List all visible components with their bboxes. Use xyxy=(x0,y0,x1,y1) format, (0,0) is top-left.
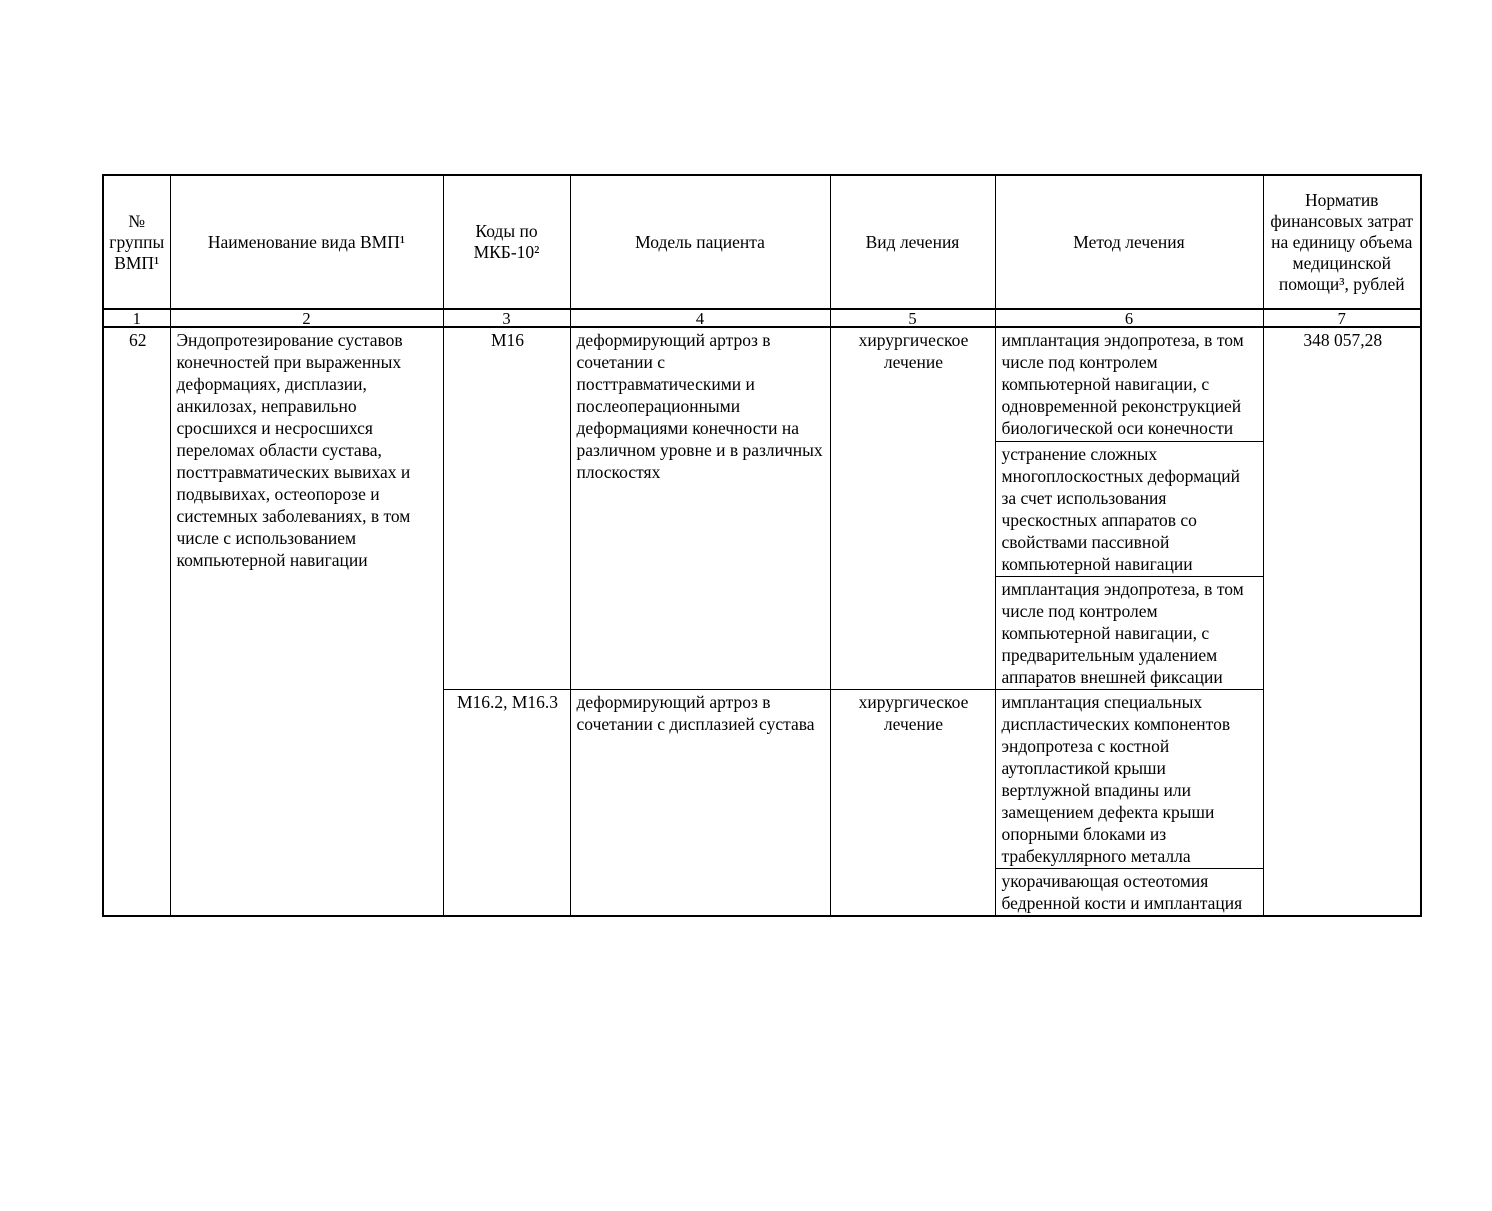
cell-patient-model-1: деформирующий артроз в сочетании с посттравматическими и послеоперационными деформациями конечности на различном уровне и в различных плоскостях xyxy=(570,327,830,689)
cell-icd-codes-2: М16.2, М16.3 xyxy=(443,689,570,916)
column-number-6: 6 xyxy=(995,309,1263,327)
cell-tariff: 348 057,28 xyxy=(1263,327,1421,916)
header-group-number: № группы ВМП¹ xyxy=(103,175,170,309)
cell-vmp-name: Эндопротезирование суставов конечностей при выраженных деформациях, дисплазии, анкилозах, неправильно сросшихся и несросшихся переломах области сустава, посттравматических вывихах и подвывихах, остеопорозе и системных заболеваниях, в том числе с использованием компьютерной навигации xyxy=(170,327,443,916)
header-patient-model: Модель пациента xyxy=(570,175,830,309)
column-number-4: 4 xyxy=(570,309,830,327)
cell-group-number: 62 xyxy=(103,327,170,916)
cell-method-1: имплантация эндопротеза, в том числе под контролем компьютерной навигации, с одновременной реконструкцией биологической оси конечности xyxy=(995,327,1263,441)
table-row xyxy=(103,327,1421,441)
cell-method-2: устранение сложных многоплоскостных деформаций за счет использования чрескостных аппаратов со свойствами пассивной компьютерной навигации xyxy=(995,441,1263,576)
column-number-2: 2 xyxy=(170,309,443,327)
cell-method-5: укорачивающая остеотомия бедренной кости и имплантация xyxy=(995,868,1263,916)
header-treatment-method: Метод лечения xyxy=(995,175,1263,309)
cell-method-4: имплантация специальных диспластических компонентов эндопротеза с костной аутопластикой крыши вертлужной впадины или замещением дефекта крыши опорными блоками из трабекуллярного металла xyxy=(995,689,1263,868)
table-header-row xyxy=(103,175,1421,309)
header-icd-codes: Коды по МКБ-10² xyxy=(443,175,570,309)
header-vmp-name: Наименование вида ВМП¹ xyxy=(170,175,443,309)
cell-method-3: имплантация эндопротеза, в том числе под контролем компьютерной навигации, с предварительным удалением аппаратов внешней фиксации xyxy=(995,576,1263,689)
cell-treatment-kind-1: хирургическое лечение xyxy=(830,327,995,689)
column-number-7: 7 xyxy=(1263,309,1421,327)
column-number-3: 3 xyxy=(443,309,570,327)
cell-icd-codes-1: М16 xyxy=(443,327,570,689)
column-number-5: 5 xyxy=(830,309,995,327)
cell-treatment-kind-2: хирургическое лечение xyxy=(830,689,995,916)
column-numbers-row xyxy=(103,309,1421,327)
vmp-tariff-table xyxy=(102,174,1422,917)
column-number-1: 1 xyxy=(103,309,170,327)
header-treatment-kind: Вид лечения xyxy=(830,175,995,309)
cell-patient-model-2: деформирующий артроз в сочетании с дисплазией сустава xyxy=(570,689,830,916)
header-tariff: Норматив финансовых затрат на единицу объема медицинской помощи³, рублей xyxy=(1263,175,1421,309)
